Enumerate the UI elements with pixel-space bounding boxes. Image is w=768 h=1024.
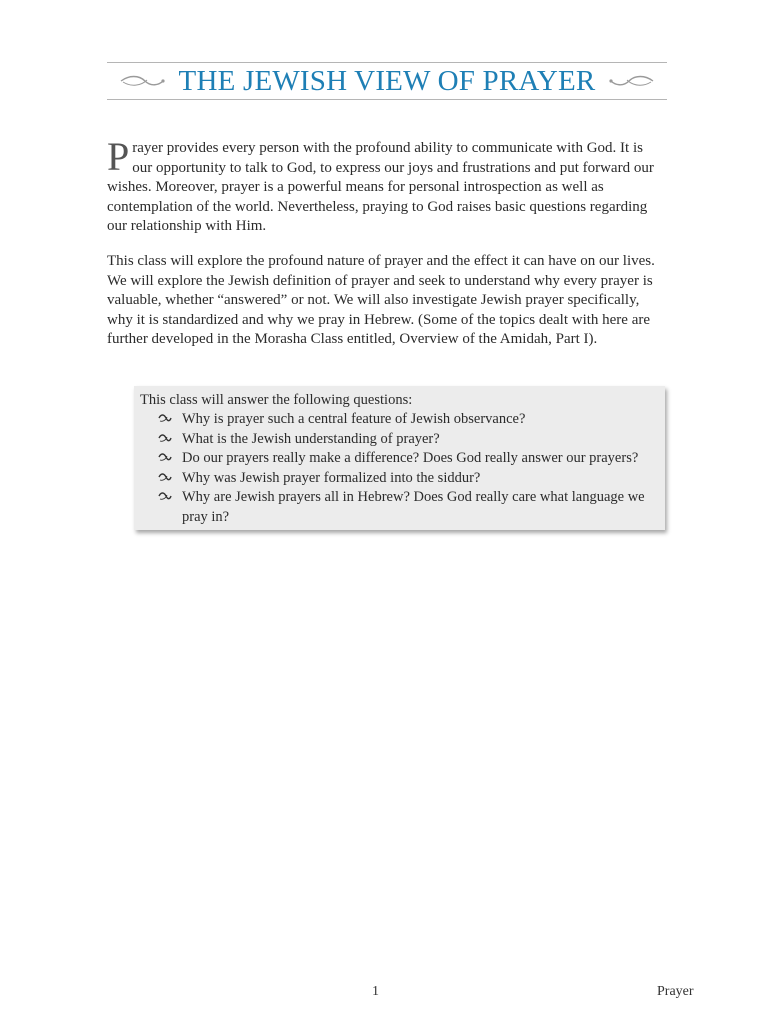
flourish-bullet-icon — [158, 412, 172, 424]
flourish-right-icon — [609, 73, 655, 89]
page-title: THE JEWISH VIEW OF PRAYER — [178, 65, 596, 97]
footer-label: Prayer — [657, 984, 694, 999]
flourish-bullet-icon — [158, 490, 172, 502]
list-item — [158, 410, 658, 430]
list-item — [158, 430, 658, 450]
title-band — [107, 62, 667, 100]
question-text: Do our prayers really make a difference? Does God really answer our prayers? — [182, 450, 639, 466]
flourish-bullet-icon — [158, 432, 172, 444]
intro-paragraph-1 — [107, 134, 660, 237]
page-number: 1 — [372, 984, 379, 999]
list-item — [158, 488, 658, 527]
list-item — [158, 469, 658, 489]
flourish-bullet-icon — [158, 471, 172, 483]
intro-paragraph-2-text: This class will explore the profound nature of prayer and the effect it can have on our lives. We will explore the Jewish definition of prayer and seek to understand why every prayer is valuable, whether “answered” or not. We will also investigate Jewish prayer specifically, why it is standardized and why we pray in Hebrew. (Some of the topics dealt with here are further developed in the Morasha Class entitled, Overview of the Amidah, Part I). — [107, 253, 655, 347]
question-text: Why is prayer such a central feature of Jewish observance? — [182, 411, 526, 427]
questions-intro: This class will answer the following questions: — [140, 392, 413, 408]
question-text: Why are Jewish prayers all in Hebrew? Does God really care what language we pray in? — [182, 489, 645, 525]
intro-paragraph-2 — [107, 252, 660, 350]
question-text: Why was Jewish prayer formalized into the siddur? — [182, 469, 481, 486]
questions-list — [158, 410, 658, 527]
list-item — [158, 449, 658, 469]
intro-paragraph-1-text: rayer provides every person with the profound ability to communicate with God. It is our opportunity to talk to God, to express our joys and frustrations and put forward our wishes. Moreover, prayer is a powerful means for personal introspection as well as contemplation of the world. Nevertheless, praying to God raises basic questions regarding our relationship with Him. — [107, 140, 654, 234]
question-text: What is the Jewish understanding of prayer? — [182, 430, 440, 447]
flourish-bullet-icon — [158, 451, 172, 463]
drop-cap: P — [107, 134, 130, 179]
questions-box — [134, 386, 665, 530]
